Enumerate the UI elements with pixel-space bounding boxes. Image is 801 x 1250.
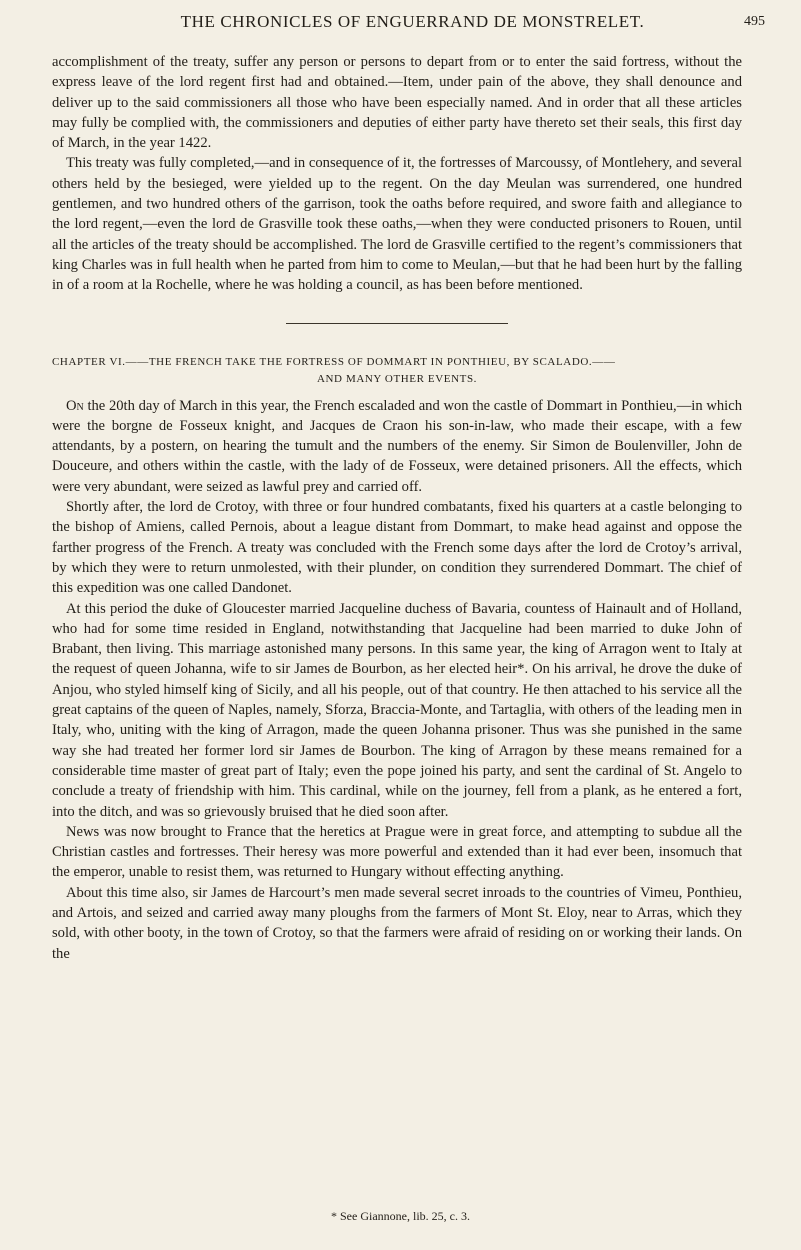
page-body — [52, 52, 742, 964]
paragraph-crotoy: Shortly after, the lord de Crotoy, with three or four hundred combatants, fixed his quarters at a castle belonging to the bishop of Amiens, called Pernois, about a league distant from Dommart, to make head against and oppose the farther progress of the French. A treaty was concluded with the French some days after the lord de Crotoy’s arrival, by which they were to return unmolested, with their plunder, on condition they surrendered Dommart. The chief of this expedition was one called Dandonet. — [52, 499, 742, 597]
page-number: 495 — [744, 14, 765, 29]
paragraph-prague: News was now brought to France that the heretics at Prague were in great force, and attempting to subdue all the Christian castles and fortresses. Their heresy was more powerful and extended than it had ever been, insomuch that the emperor, unable to resist them, was returned to Hungary without effecting anything. — [52, 823, 742, 881]
chapter-heading-line-2: AND MANY OTHER EVENTS. — [316, 372, 478, 385]
paragraph-treaty-completed: This treaty was fully completed,—and in consequence of it, the fortresses of Marcoussy, of Montlehery, and several others held by the besieged, were yielded up to the regent. On the day Meulan was surrendered, one hundred gentlemen, and two hundred others of the garrison, took the oaths before required, and swore faith and allegiance to the lord regent,—even the lord de Grasville took these oaths,—when they were conducted prisoners to Rouen, until all the articles of the treaty should be accomplished. The lord de Grasville certified to the regent’s commissioners that king Charles was in full health when he parted from him to come to Meulan,—but that he had been hurt by the falling in of a room at la Rochelle, where he was holding a council, as has been before mentioned. — [52, 155, 742, 294]
running-title: THE CHRONICLES OF ENGUERRAND DE MONSTRELET. — [180, 12, 645, 31]
chapter-heading — [52, 354, 742, 388]
running-header — [60, 12, 765, 36]
paragraph-dommart — [52, 396, 742, 497]
paragraph-lead-word: On — [66, 397, 84, 414]
footnote: * See Giannone, lib. 25, c. 3. — [331, 1209, 470, 1223]
paragraph-dommart-text: the 20th day of March in this year, the French escaladed and won the castle of Dommart in Ponthieu,—in which were the borgne de Fosseux knight, and Jacques de Craon his son-in-law, who made their escape, with a few attendants, by a postern, on hearing the tumult and the numbers of the enemy. Sir Simon de Boulenviller, John de Douceure, and others within the castle, with the lady of de Fosseux, were detained prisoners. All the effects, which were very abundant, were seized as lawful prey and carried off. — [52, 397, 742, 495]
section-divider — [286, 323, 508, 324]
paragraph-treaty-end: accomplishment of the treaty, suffer any person or persons to depart from or to enter the said fortress, without the express leave of the lord regent first had and obtained.—Item, under pain of the above, they shall denounce and deliver up to the said commissioners all those who have been especially named. And in order that all these articles may fully be complied with, the commissioners and deputies of either party have thereto set their seals, this first day of March, in the year 1422. — [52, 54, 742, 152]
chapter-heading-line-1: CHAPTER VI.——THE FRENCH TAKE THE FORTRESS OF DOMMART IN PONTHIEU, BY SCALADO.—— — [52, 355, 616, 368]
paragraph-harcourt: About this time also, sir James de Harcourt’s men made several secret inroads to the countries of Vimeu, Ponthieu, and Artois, and seized and carried away many ploughs from the farmers of Mont St. Eloy, near to Arras, which they sold, with other booty, in the town of Crotoy, so that the farmers were afraid of residing on or working their lands. On the — [52, 884, 742, 962]
paragraph-gloucester: At this period the duke of Gloucester married Jacqueline duchess of Bavaria, countess of Hainault and of Holland, who had for some time resided in England, notwithstanding that Jacqueline had been married to duke John of Brabant, then living. This marriage astonished many persons. In this same year, the king of Arragon went to Italy at the request of queen Johanna, wife to sir James de Bourbon, as her elected heir*. On his arrival, he drove the duke of Anjou, who styled himself king of Sicily, and all his people, out of that country. He then attached to his service all the great captains of the queen of Naples, namely, Sforza, Braccia-Monte, and Tartaglia, with others of the leading men in Italy, who, uniting with the king of Arragon, made the queen Johanna prisoner. Thus was she punished in the same way she had treated her former lord sir James de Bourbon. The king of Arragon by these means remained for a considerable time master of great part of Italy; even the pope joined his party, and sent the cardinal of St. Angelo to conclude a treaty of friendship with him. This cardinal, while on the journey, fell from a plank, as he entered a fort, into the ditch, and was so grievously bruised that he died soon after. — [52, 600, 742, 820]
